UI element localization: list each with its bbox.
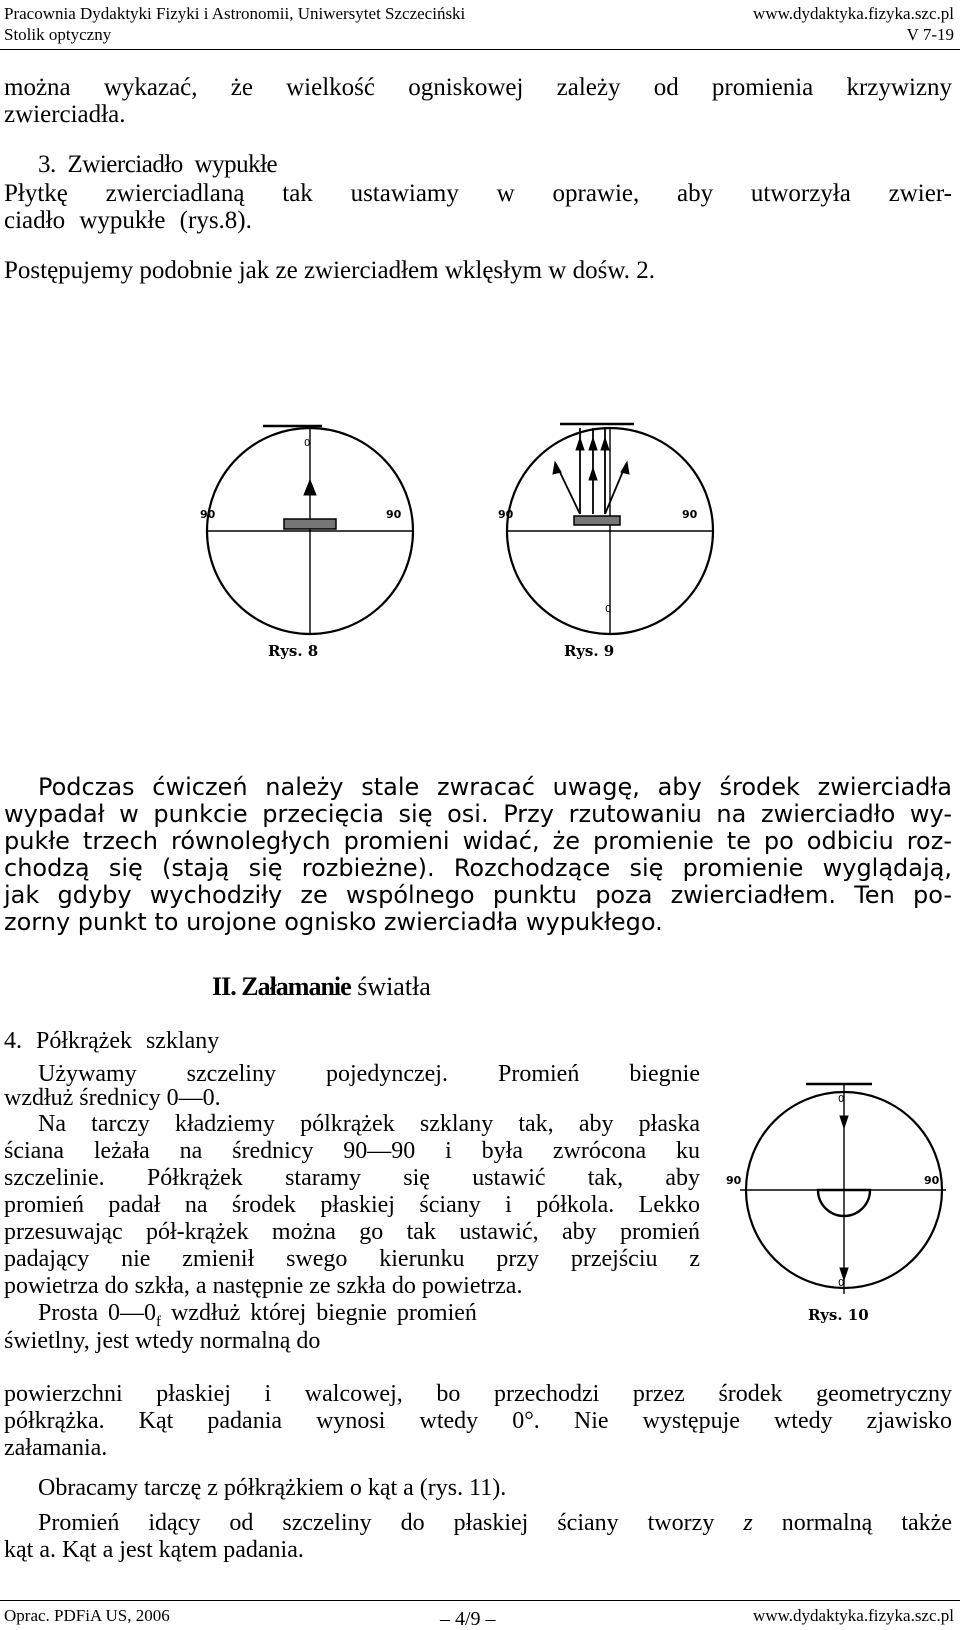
rys-9-label-right: 90 (682, 508, 698, 521)
convex-line-2: wypadał w punkcie przecięcia się osi. Przy rzutowaniu na zwierciadło wy- (4, 800, 952, 828)
section-4-line-3: Na tarczy kładziemy pólkrążek szklany tak, aby płaska (38, 1111, 700, 1137)
header-institution: Pracownia Dydaktyki Fizyki i Astronomii, Uniwersytet Szczeciński (4, 4, 466, 23)
after-line-3: załamania. (4, 1435, 108, 1461)
footer-page-number: – 4/9 – (440, 1608, 496, 1630)
intro-line-2: zwierciadła. (4, 101, 126, 128)
section-II-rest: światła (350, 972, 431, 1001)
header-rule (0, 49, 960, 50)
header-url[interactable]: www.dydaktyka.fizyka.szc.pl (753, 4, 954, 23)
rys-10-label-right: 90 (924, 1174, 940, 1187)
section-3-title: 3. Zwierciadło wypukłe (38, 151, 278, 178)
figure-rys-9 (498, 420, 728, 680)
rys-9-caption: Rys. 9 (564, 642, 615, 660)
prosta-part-a: Prosta 0—0 (38, 1300, 156, 1326)
convex-line-5: jak gdyby wychodziły ze wspólnego punktu poza zwierciadłem. Ten po- (4, 881, 952, 909)
figure-rys-8 (200, 420, 420, 680)
convex-line-4: chodzą się (stają się rozbieżne). Rozchodzące się promienie wyglądają, (4, 854, 952, 882)
ray-line-1-a: Promień idący od szczeliny do płaskiej ściany tworzy (38, 1510, 744, 1536)
section-4-line-4: ściana leżała na średnicy 90—90 i była zwrócona ku (4, 1138, 700, 1164)
rys-8-label-top: 0 (304, 438, 311, 449)
rys-8-label-right: 90 (386, 508, 402, 521)
footer-author: Oprac. PDFiA US, 2006 (4, 1606, 170, 1625)
ray-line-1-z: z (743, 1510, 753, 1536)
section-4-line-1: Używamy szczeliny pojedynczej. Promień biegnie (38, 1061, 700, 1087)
section-3-line-3: Postępujemy podobnie jak ze zwierciadłem wklęsłym w dośw. 2. (4, 257, 656, 284)
rys-8-caption: Rys. 8 (268, 642, 319, 660)
section-4-title: 4. Półkrążek szklany (4, 1028, 220, 1054)
convex-line-3: pukłe trzech równoległych promieni widać, że promienie te po odbiciu roz- (4, 827, 952, 855)
section-4-line-9: powietrza do szkła, a następnie ze szkła do powietrza. (4, 1273, 523, 1299)
ray-line-1-b: normalną także (752, 1510, 952, 1536)
rotate-line: Obracamy tarczę z półkrążkiem o kąt a (rys. 11). (38, 1475, 507, 1501)
section-4-line-6: promień padał na środek płaskiej ściany i półkola. Lekko (4, 1192, 700, 1218)
ray-line-1 (38, 1510, 952, 1536)
section-4-line-last: świetlny, jest wtedy normalną do (4, 1328, 321, 1354)
after-line-2: półkrążka. Kąt padania wynosi wtedy 0°. Nie występuje wtedy zjawisko (4, 1408, 952, 1434)
intro-line-1: można wykazać, że wielkość ogniskowej zależy od promienia krzywizny (4, 74, 952, 101)
header-page-code: V 7-19 (906, 25, 954, 44)
rys-10-label-left: 90 (726, 1174, 742, 1187)
section-4-line-8: padający nie zmienił swego kierunku przy przejściu z (4, 1246, 700, 1272)
convex-line-6: zorny punkt to urojone ognisko zwierciadła wypukłego. (4, 908, 663, 936)
footer-rule (0, 1600, 960, 1601)
section-4-line-7: przesuwając pół-krążek można go tak ustawić, aby promień (4, 1219, 700, 1245)
header-topic: Stolik optyczny (4, 25, 112, 44)
rys-10-caption: Rys. 10 (808, 1306, 869, 1324)
prosta-part-b: wzdłuż której biegnie promień (161, 1300, 477, 1326)
rys-8-label-left: 90 (200, 508, 216, 521)
section-4-line-2: wzdłuż średnicy 0—0. (4, 1085, 221, 1111)
rys-9-label-bottom: 0 (605, 604, 612, 615)
rys-10-label-top: 0 (838, 1094, 845, 1105)
section-3-line-1: Płytkę zwierciadlaną tak ustawiamy w oprawie, aby utworzyła zwier- (4, 180, 952, 207)
section-3-line-2: ciadło wypukłe (rys.8). (4, 207, 252, 234)
footer-url[interactable]: www.dydaktyka.fizyka.szc.pl (753, 1606, 954, 1625)
convex-line-1: Podczas ćwiczeń należy stale zwracać uwagę, aby środek zwierciadła (38, 773, 952, 801)
rys-10-label-bottom: 0 (838, 1278, 845, 1289)
section-II-bold: II. Załamanie (212, 972, 351, 1001)
after-line-1: powierzchni płaskiej i walcowej, bo przechodzi przez środek geometryczny (4, 1381, 952, 1407)
section-4-line-5: szczelinie. Półkrążek staramy się ustawić tak, aby (4, 1165, 700, 1191)
prosta-subscript: f (156, 1313, 161, 1330)
rys-9-label-left: 90 (498, 508, 514, 521)
section-II-heading (212, 973, 431, 1001)
ray-line-2: kąt a. Kąt a jest kątem padania. (4, 1537, 304, 1563)
figure-rys-10 (726, 1080, 948, 1324)
